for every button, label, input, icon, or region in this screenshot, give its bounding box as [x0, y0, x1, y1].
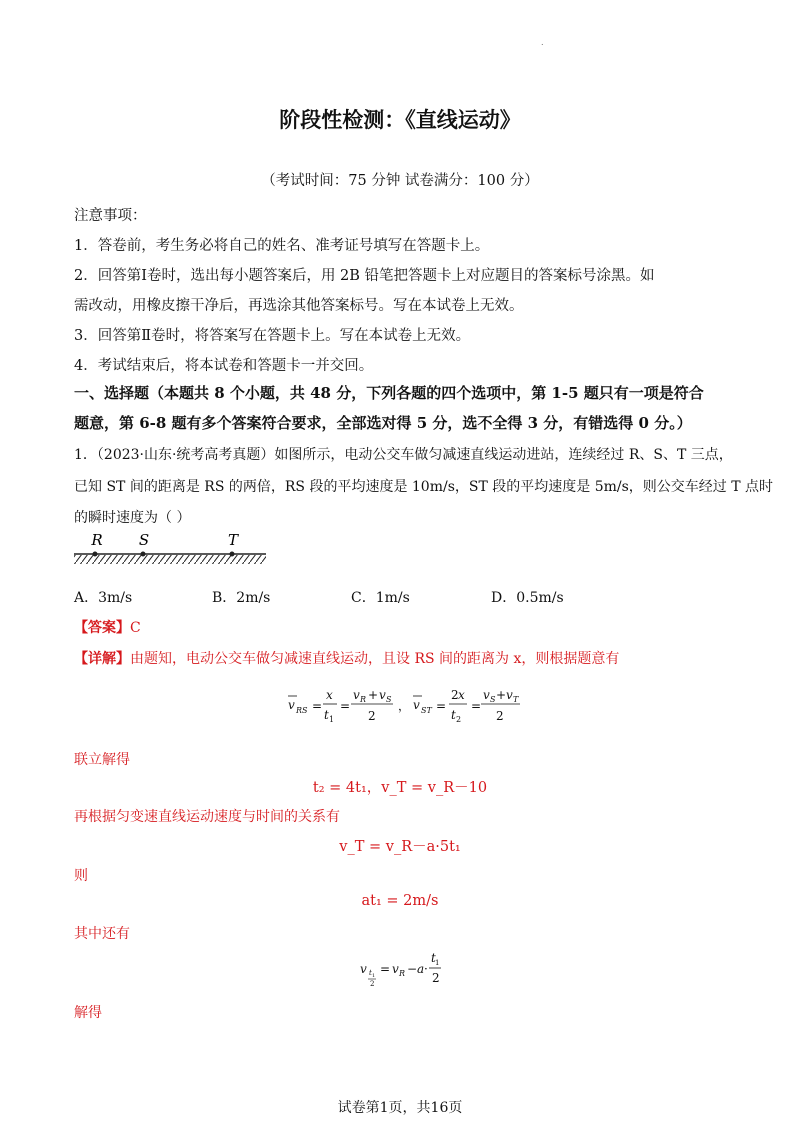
point-r-marker [93, 552, 98, 557]
page-mark: . [541, 38, 544, 47]
svg-text:1: 1 [435, 959, 440, 967]
point-t-marker [230, 552, 235, 557]
formula-midpoint-velocity [355, 950, 455, 994]
svg-text:x: x [326, 688, 333, 702]
svg-text:2: 2 [496, 709, 504, 723]
detail-solve: 解得 [74, 1005, 102, 1021]
svg-text:2: 2 [456, 715, 462, 724]
formula-average-velocity [285, 683, 525, 733]
point-t-label: T [227, 531, 239, 549]
svg-text:1: 1 [329, 715, 335, 724]
svg-text:v: v [360, 962, 367, 976]
page-title: 阶段性检测：《直线运动》 [279, 107, 521, 132]
detail-line [74, 648, 619, 668]
notes-heading: 注意事项： [74, 208, 147, 224]
result-2: v_T = v_R－a·5t₁ [339, 839, 461, 855]
road-diagram [70, 530, 270, 572]
svg-text:v: v [288, 698, 295, 712]
result-3: at₁ = 2m/s [361, 893, 439, 909]
svg-text:v: v [483, 688, 490, 702]
svg-text:=: = [340, 699, 351, 713]
note-item-4: 4．考试结束后，将本试卷和答题卡一并交回。 [74, 358, 374, 374]
answer-line [74, 617, 141, 637]
svg-text:x: x [458, 688, 465, 702]
svg-text:a: a [417, 962, 425, 976]
svg-text:ST: ST [421, 706, 432, 715]
svg-text:v: v [392, 962, 399, 976]
answer-value: C [130, 620, 141, 636]
svg-text:v: v [506, 688, 513, 702]
svg-text:t: t [324, 708, 329, 722]
svg-text:2: 2 [451, 688, 459, 702]
svg-text:=: = [471, 699, 482, 713]
point-s-label: S [138, 531, 150, 549]
detail-text: 由题知，电动公交车做匀减速直线运动，且设 RS 间的距离为 x，则根据题意有 [130, 651, 620, 667]
svg-text:t: t [369, 969, 372, 977]
detail-relation: 再根据匀变速直线运动速度与时间的关系有 [74, 809, 340, 825]
section-heading-cont: 题意，第 6-8 题有多个答案符合要求，全部选对得 5 分，选不全得 3 分，有错选得 0 分。） [74, 414, 692, 432]
svg-text:T: T [513, 695, 519, 704]
note-item-2: 2．回答第Ⅰ卷时，选出每小题答案后，用 2B 铅笔把答题卡上对应题目的答案标号涂黑。如 [74, 268, 655, 284]
svg-text:v: v [413, 698, 420, 712]
svg-text:，: ， [398, 699, 411, 713]
svg-text:v: v [379, 688, 386, 702]
option-c: C．1m/s [351, 590, 410, 606]
svg-text:+: + [496, 688, 507, 702]
svg-text:S: S [490, 695, 496, 704]
option-a: A．3m/s [74, 590, 133, 606]
svg-text:S: S [386, 695, 392, 704]
svg-text:v: v [353, 688, 360, 702]
svg-text:R: R [399, 969, 406, 978]
detail-then: 则 [74, 868, 88, 884]
svg-text:=: = [312, 699, 323, 713]
svg-text:1: 1 [372, 973, 376, 979]
question-1-stem-cont: 已知 ST 间的距离是 RS 的两倍，RS 段的平均速度是 10m/s，ST 段的平均速度是 5m/s，则公交车经过 T 点时 [74, 479, 774, 495]
svg-text:−: − [407, 962, 418, 976]
note-item-1: 1．答卷前，考生务必将自己的姓名、准考证号填写在答题卡上。 [74, 238, 490, 254]
detail-join: 联立解得 [74, 752, 130, 768]
svg-text:R: R [360, 695, 367, 704]
svg-text:t: t [451, 708, 456, 722]
note-item-3: 3．回答第Ⅱ卷时，将答案写在答题卡上。写在本试卷上无效。 [74, 328, 471, 344]
point-r-label: R [91, 531, 103, 549]
svg-text:2: 2 [370, 980, 375, 988]
svg-text:+: + [368, 688, 379, 702]
svg-text:RS: RS [296, 706, 308, 715]
svg-text:=: = [436, 699, 447, 713]
option-b: B．2m/s [212, 590, 271, 606]
svg-text:t: t [431, 951, 436, 965]
svg-text:2: 2 [432, 971, 440, 985]
question-1-stem-end: 的瞬时速度为（ ） [74, 510, 191, 526]
svg-text:=: = [380, 962, 391, 976]
result-1: t₂ = 4t₁，v_T = v_R－10 [312, 780, 488, 796]
section-heading: 一、选择题（本题共 8 个小题，共 48 分，下列各题的四个选项中，第 1-5 题只有一项是符合 [74, 384, 704, 402]
page-footer: 试卷第1页，共16页 [337, 1100, 463, 1116]
point-s-marker [141, 552, 146, 557]
svg-text:2: 2 [368, 709, 376, 723]
detail-also: 其中还有 [74, 926, 130, 942]
detail-label: 【详解】 [74, 651, 130, 667]
question-1-stem: 1．（2023·山东·统考高考真题）如图所示，电动公交车做匀减速直线运动进站，连续经过 R、S、T 三点， [74, 447, 733, 463]
note-item-2-cont: 需改动，用橡皮擦干净后，再选涂其他答案标号。写在本试卷上无效。 [74, 298, 524, 314]
option-d: D．0.5m/s [491, 590, 564, 606]
exam-info: （考试时间：75 分钟 试卷满分：100 分） [261, 173, 539, 189]
svg-text:·: · [424, 962, 428, 976]
answer-label: 【答案】 [74, 620, 130, 636]
